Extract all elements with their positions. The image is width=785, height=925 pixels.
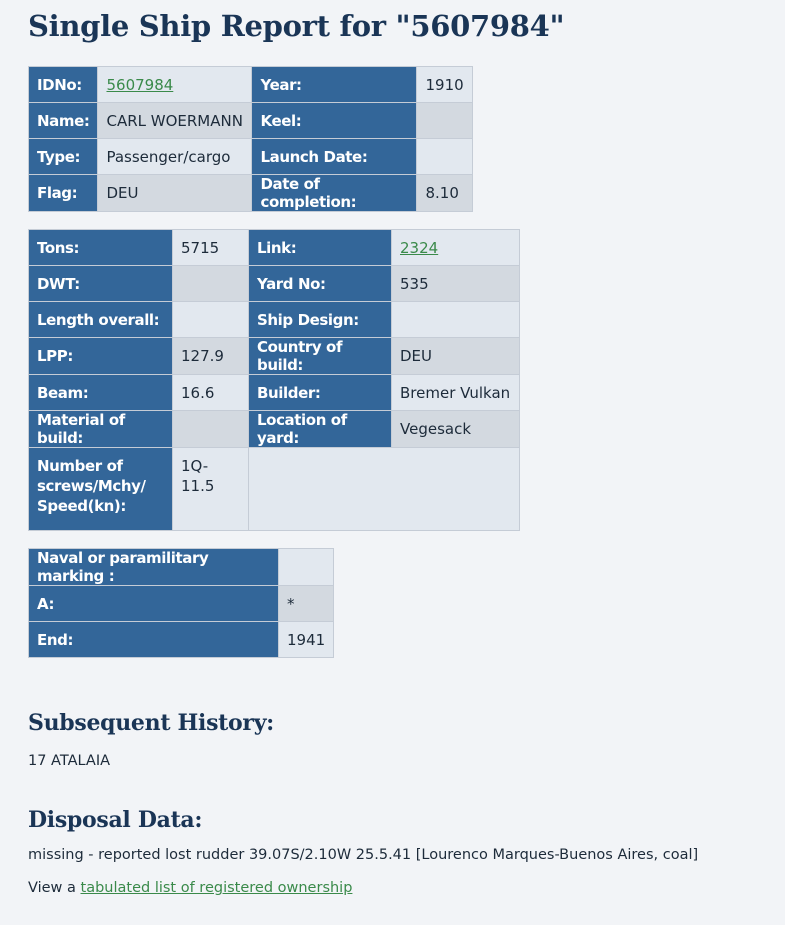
completion-value: 8.10 [417, 175, 472, 212]
naval-marking-table [28, 548, 334, 658]
location-of-yard-label: Location of yard: [249, 411, 392, 448]
yard-no-value: 535 [392, 266, 520, 302]
name-value: CARL WOERMANN [98, 103, 252, 139]
table-row [29, 302, 520, 338]
beam-value: 16.6 [173, 375, 249, 411]
type-value: Passenger/cargo [98, 139, 252, 175]
keel-value [417, 103, 472, 139]
link-label: Link: [249, 230, 392, 266]
a-label: A: [29, 586, 279, 622]
table-row [29, 139, 473, 175]
ownership-prefix: View a [28, 880, 76, 896]
year-label: Year: [252, 67, 417, 103]
link-value[interactable]: 2324 [400, 238, 439, 257]
table-row [29, 448, 520, 531]
dwt-label: DWT: [29, 266, 173, 302]
name-label: Name: [29, 103, 98, 139]
subsequent-history-heading: Subsequent History: [28, 710, 275, 736]
lpp-value: 127.9 [173, 338, 249, 375]
naval-marking-label: Naval or paramilitary marking : [29, 549, 279, 586]
end-value: 1941 [279, 622, 334, 658]
end-label: End: [29, 622, 279, 658]
idno-link[interactable]: 5607984 [106, 75, 174, 94]
dwt-value [173, 266, 249, 302]
beam-label: Beam: [29, 375, 173, 411]
tons-value: 5715 [173, 230, 249, 266]
length-overall-value [173, 302, 249, 338]
yard-no-label: Yard No: [249, 266, 392, 302]
table-row [29, 622, 334, 658]
ownership-link[interactable]: tabulated list of registered ownership [80, 880, 353, 896]
country-of-build-value: DEU [392, 338, 520, 375]
screws-speed-value: 1Q-11.5 [173, 448, 249, 531]
table-row [29, 375, 520, 411]
specifications-table [28, 229, 520, 531]
year-value: 1910 [417, 67, 472, 103]
builder-label: Builder: [249, 375, 392, 411]
idno-label: IDNo: [29, 67, 98, 103]
disposal-data-heading: Disposal Data: [28, 807, 203, 833]
table-row [29, 266, 520, 302]
table-row [29, 411, 520, 448]
country-of-build-label: Country of build: [249, 338, 392, 375]
page-title: Single Ship Report for "5607984" [28, 9, 565, 43]
a-value: * [279, 586, 334, 622]
tons-label: Tons: [29, 230, 173, 266]
completion-label: Date of completion: [252, 175, 417, 212]
idno-cell [98, 67, 252, 103]
keel-label: Keel: [252, 103, 417, 139]
link-cell [392, 230, 520, 266]
table-row [29, 338, 520, 375]
material-label: Material of build: [29, 411, 173, 448]
ship-design-value [392, 302, 520, 338]
builder-value: Bremer Vulkan [392, 375, 520, 411]
flag-label: Flag: [29, 175, 98, 212]
type-label: Type: [29, 139, 98, 175]
lpp-label: LPP: [29, 338, 173, 375]
naval-marking-value [279, 549, 334, 586]
table-row [29, 586, 334, 622]
general-info-table [28, 66, 473, 212]
location-of-yard-value: Vegesack [392, 411, 520, 448]
table-row [29, 67, 473, 103]
material-value [173, 411, 249, 448]
empty-cell [249, 448, 520, 531]
launch-date-value [417, 139, 472, 175]
length-overall-label: Length overall: [29, 302, 173, 338]
table-row [29, 230, 520, 266]
table-row [29, 103, 473, 139]
launch-date-label: Launch Date: [252, 139, 417, 175]
table-row [29, 175, 473, 212]
disposal-data-text: missing - reported lost rudder 39.07S/2.10W 25.5.41 [Lourenco Marques-Buenos Aires, coal] [28, 847, 699, 863]
screws-speed-label: Number of screws/Mchy/ Speed(kn): [29, 448, 173, 531]
ship-design-label: Ship Design: [249, 302, 392, 338]
table-row [29, 549, 334, 586]
ownership-line [28, 880, 785, 896]
subsequent-history-text: 17 ATALAIA [28, 753, 111, 769]
flag-value: DEU [98, 175, 252, 212]
